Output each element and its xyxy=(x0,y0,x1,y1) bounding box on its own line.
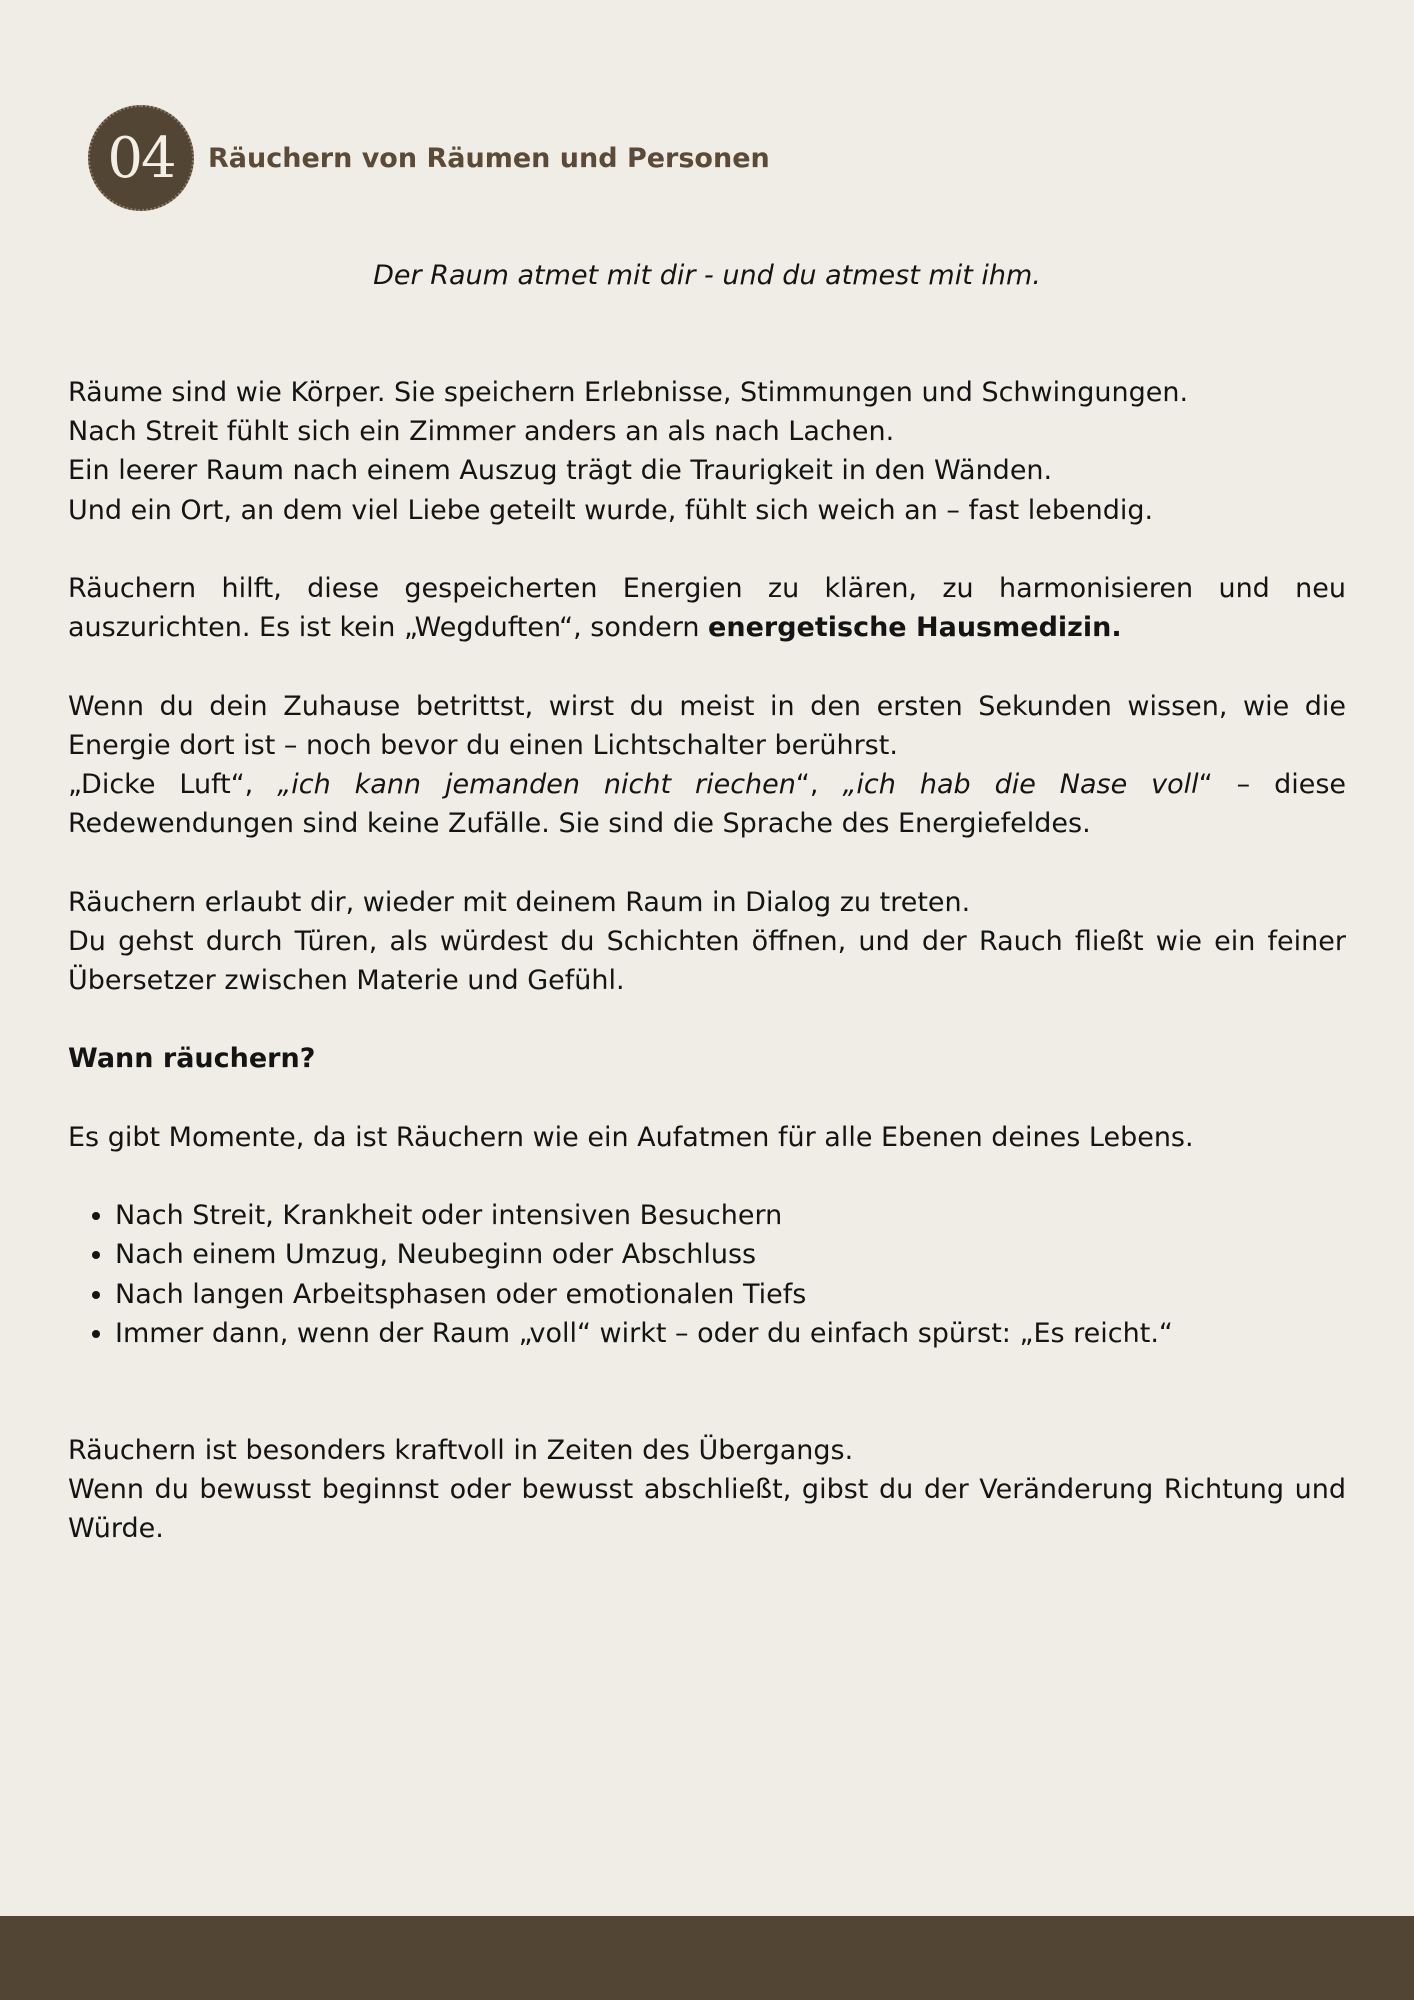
occasion-list xyxy=(68,1196,1346,1353)
chapter-header xyxy=(88,104,770,212)
intro-line-4: Und ein Ort, an dem viel Liebe geteilt wurde, fühlt sich weich an – fast lebendig. xyxy=(68,494,1154,526)
paragraph-idioms xyxy=(68,765,1346,843)
idiom-3: „ich hab die Nase voll xyxy=(842,769,1199,800)
tagline: Der Raum atmet mit dir - und du atmest mit ihm. xyxy=(373,260,1041,291)
section-heading: Wann räuchern? xyxy=(68,1043,316,1075)
closing-line-1: Räuchern ist besonders kraftvoll in Zeiten des Übergangs. xyxy=(68,1434,854,1466)
intro-line-1: Räume sind wie Körper. Sie speichern Erlebnisse, Stimmungen und Schwingungen. xyxy=(68,377,1189,408)
idiom-1: „Dicke Luft“, xyxy=(68,769,278,800)
body-text xyxy=(68,373,1346,1549)
footer-band xyxy=(0,1916,1414,2000)
chapter-number: 04 xyxy=(107,125,175,191)
paragraph-cleansing-emphasis: energetische Hausmedizin. xyxy=(708,612,1122,644)
idiom-conclusion: “ – diese Redewendungen sind keine Zufälle. Sie sind die Sprache des Energiefeldes. xyxy=(68,769,1347,840)
paragraph-dialog-line-2: Du gehst durch Türen, als würdest du Schichten öffnen, und der Rauch fließt wie ein feiner Übersetzer zwischen Materie und Gefühl. xyxy=(68,925,1346,996)
list-item: • Nach langen Arbeitsphasen oder emotionalen Tiefs xyxy=(115,1275,1346,1314)
list-item: • Nach Streit, Krankheit oder intensiven Besuchern xyxy=(115,1196,1346,1235)
intro-line-2: Nach Streit fühlt sich ein Zimmer anders an als nach Lachen. xyxy=(68,416,895,448)
intro-line-3: Ein leerer Raum nach einem Auszug trägt die Traurigkeit in den Wänden. xyxy=(68,455,1053,487)
idiom-2: „ich kann jemanden nicht riechen xyxy=(277,769,796,800)
paragraph-home-energy: Wenn du dein Zuhause betrittst, wirst du meist in den ersten Sekunden wissen, wie die Energie dort ist – noch bevor du einen Lichtschalter berührst. xyxy=(68,690,1346,761)
section-intro: Es gibt Momente, da ist Räuchern wie ein Aufatmen für alle Ebenen deines Lebens. xyxy=(68,1121,1194,1153)
list-item: • Nach einem Umzug, Neubeginn oder Abschluss xyxy=(115,1235,1346,1274)
chapter-number-badge xyxy=(88,105,194,211)
paragraph-cleansing-text: Räuchern hilft, diese gespeicherten Energien zu klären, zu harmonisieren und neu auszurichten. Es ist kein „Wegduften“, sondern xyxy=(68,573,1346,644)
closing-line-2: Wenn du bewusst beginnst oder bewusst abschließt, gibst du der Veränderung Richtung und Würde. xyxy=(68,1474,1346,1545)
paragraph-dialog-line-1: Räuchern erlaubt dir, wieder mit deinem Raum in Dialog zu treten. xyxy=(68,886,971,918)
idiom-separator: “, xyxy=(795,769,843,800)
chapter-title: Räuchern von Räumen und Personen xyxy=(208,142,770,174)
list-item: • Immer dann, wenn der Raum „voll“ wirkt – oder du einfach spürst: „Es reicht.“ xyxy=(115,1314,1346,1353)
paragraph-cleansing xyxy=(68,569,1346,647)
